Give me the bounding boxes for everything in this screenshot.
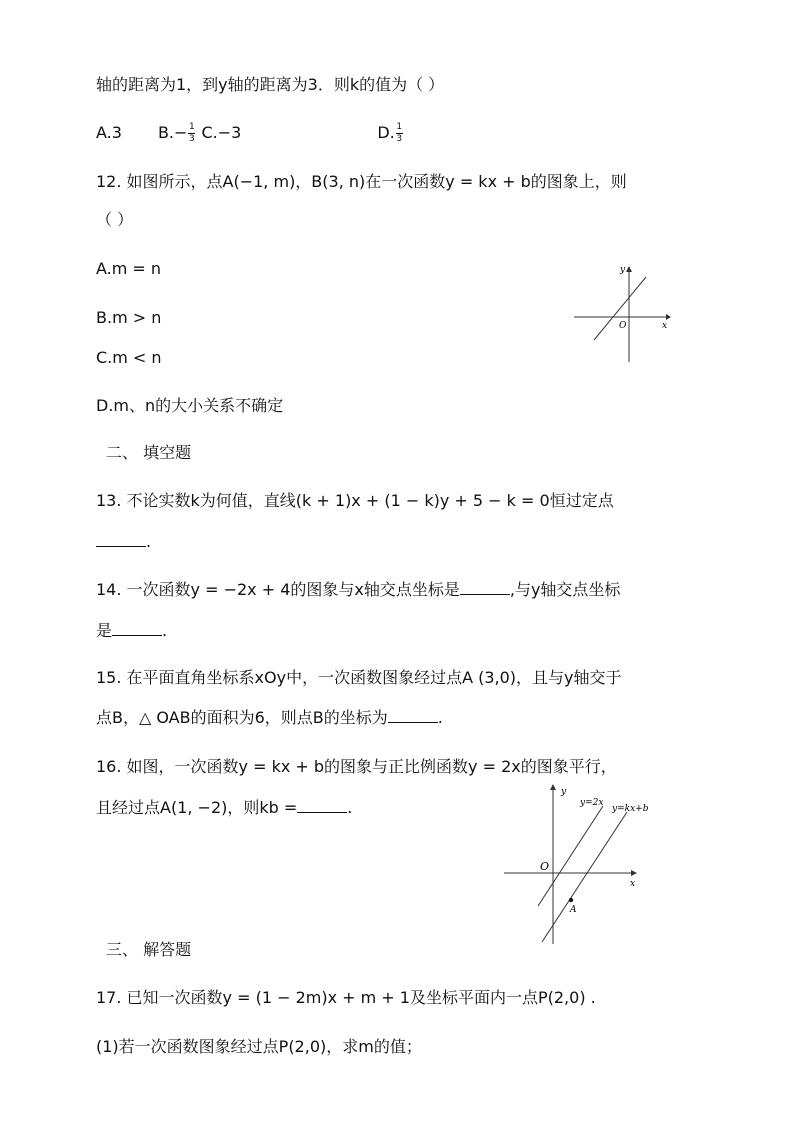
q16-answer-blank[interactable] xyxy=(297,798,347,813)
q11-option-a: A.3 xyxy=(96,123,122,142)
q13-answer-line: . xyxy=(96,530,151,554)
q15-answer-blank[interactable] xyxy=(388,708,438,723)
y-axis-label: y xyxy=(561,787,567,797)
x-axis-arrow-icon xyxy=(666,314,671,320)
section-fill-in-heading: 二、 填空题 xyxy=(106,443,192,462)
q12-stem: 12. 如图所示，点A(−1, m)，B(3, n)在一次函数y = kx + b的图象上，则 xyxy=(96,172,627,191)
q12-option-c: C.m < n xyxy=(96,348,162,367)
line-y-kx-b xyxy=(542,812,627,942)
line-y-kx-b-label: y=kx+b xyxy=(612,804,649,814)
y-axis-arrow-icon xyxy=(626,266,632,272)
q11-stem: 轴的距离为1，到y轴的距离为3．则k的值为（ ） xyxy=(96,75,445,94)
point-a xyxy=(569,898,573,902)
q13-answer-blank[interactable] xyxy=(96,532,146,547)
q17-stem: 17. 已知一次函数y = (1 − 2m)x + m + 1及坐标平面内一点P(2,0) . xyxy=(96,988,596,1007)
q11-option-b: B.− $\frac{1}{3}$ xyxy=(157,122,195,144)
x-axis-label: x xyxy=(630,879,636,889)
line-y-2x-label: y=2x xyxy=(580,798,604,808)
line-y-2x xyxy=(538,806,603,906)
q13-stem: 13. 不论实数k为何值，直线(k + 1)x + (1 − k)y + 5 − k = 0恒过定点 xyxy=(96,491,614,510)
q11-options xyxy=(96,121,404,145)
q14-stem: 14. 一次函数y = −2x + 4的图象与x轴交点坐标是 ,与y轴交点坐标 xyxy=(96,580,621,599)
point-a-label: A xyxy=(570,905,577,915)
q11-option-d: D. $\frac{1}{3}$ xyxy=(377,122,403,144)
y-axis-label: y xyxy=(620,265,626,275)
origin-label: O xyxy=(540,860,550,873)
q17-part-1: (1)若一次函数图象经过点P(2,0)，求m的值； xyxy=(96,1037,422,1056)
x-axis-arrow-icon xyxy=(631,870,637,876)
q16-stem-cont: 且经过点A(1, −2)，则kb = . xyxy=(96,798,353,817)
section-answer-heading: 三、 解答题 xyxy=(106,940,192,959)
q11-option-c: C.−3 xyxy=(201,123,242,142)
q15-stem: 15. 在平面直角坐标系xOy中，一次函数图象经过点A (3,0)，且与y轴交于 xyxy=(96,668,622,687)
q15-stem-cont: 点B，△ OAB的面积为6，则点B的坐标为 . xyxy=(96,708,443,727)
q14-stem-cont: 是 . xyxy=(96,621,168,640)
q12-graph-figure xyxy=(570,262,680,364)
origin-label: O xyxy=(619,321,627,331)
q16-graph-figure xyxy=(500,778,650,946)
x-axis-label: x xyxy=(662,321,668,331)
q12-option-d: D.m、n的大小关系不确定 xyxy=(96,396,284,415)
q12-stem-cont: （ ） xyxy=(96,210,134,229)
q12-option-b: B.m > n xyxy=(96,308,162,327)
q16-stem: 16. 如图，一次函数y = kx + b的图象与正比例函数y = 2x的图象平行， xyxy=(96,757,617,776)
q12-option-a: A.m = n xyxy=(96,259,162,278)
q14-answer-blank-1[interactable] xyxy=(460,580,510,595)
q14-answer-blank-2[interactable] xyxy=(112,621,162,636)
y-axis-arrow-icon xyxy=(550,784,556,790)
